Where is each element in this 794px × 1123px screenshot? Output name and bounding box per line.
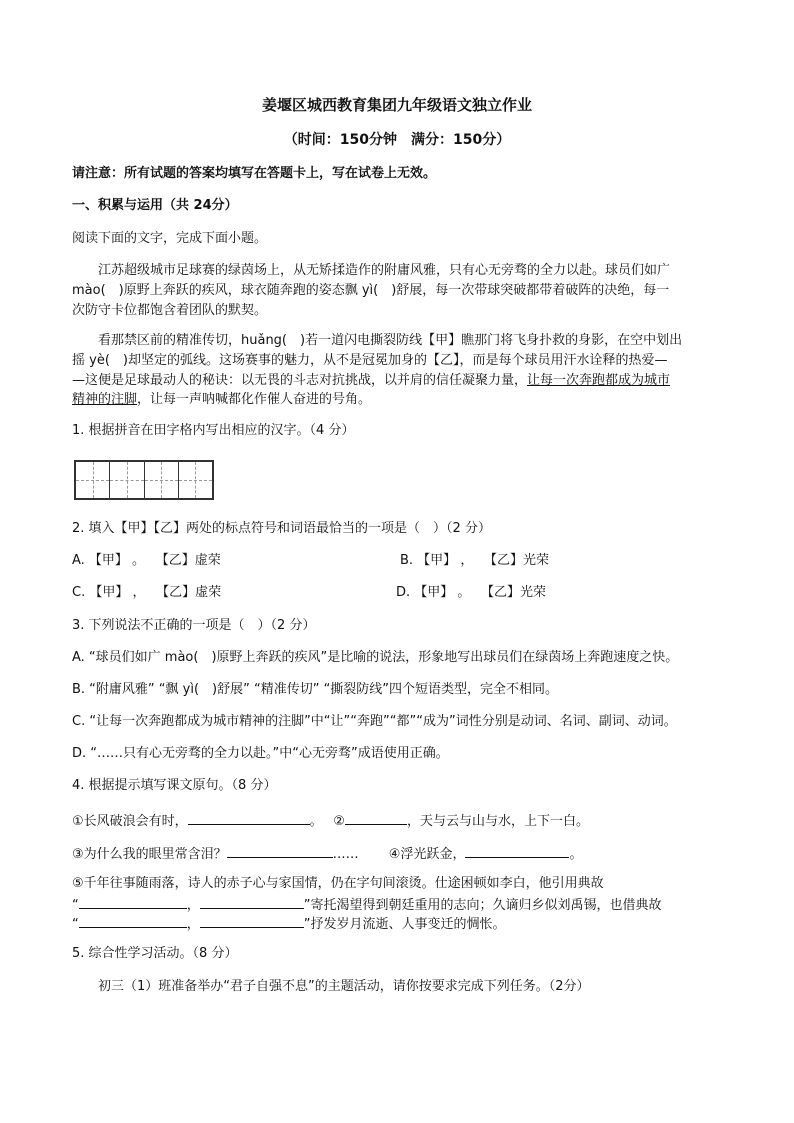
q2-option-b: B. 【甲】 ， 【乙】光荣 bbox=[400, 553, 549, 568]
q4-line1 bbox=[72, 810, 724, 831]
notice: 请注意：所有试题的答案均填写在答题卡上，写在试卷上无效。 bbox=[72, 166, 437, 181]
grid-cell bbox=[76, 462, 110, 498]
q3-option-a: A. “球员们如广 mào( )原野上奔跃的疾风”是比喻的说法，形象地写出球员们在绿茵场上奔跑速度之快。 bbox=[72, 650, 679, 665]
grid-cell bbox=[145, 462, 179, 498]
q4-line5-quote-open: “ bbox=[72, 917, 79, 932]
q4-line1-text-b: 。 ② bbox=[309, 814, 345, 829]
answer-blank[interactable] bbox=[465, 843, 569, 858]
section-heading: 一、积累与运用（共 24分） bbox=[72, 198, 238, 213]
q4-line1-text-c: ，天与云与山与水，上下一白。 bbox=[406, 814, 589, 829]
q4-line4-comma: ， bbox=[186, 898, 200, 913]
underlined-sentence-part2: 精神的注脚 bbox=[72, 392, 138, 407]
underlined-sentence-part1: 让每一次奔跑都成为城市 bbox=[527, 373, 671, 388]
q4-line4-text: ”寄托渴望得到朝廷重用的志向；久谪归乡似刘禹锡，也借典故 bbox=[303, 898, 662, 913]
passage-p2-line4-text: ，让每一声呐喊都化作催人奋进的号角。 bbox=[137, 392, 372, 407]
passage-p2-line1: 看那禁区前的精准传切，huǎng( )若一道闪电撕裂防线【甲】瞧那门将飞身扑救的身影，在空中划出 bbox=[98, 333, 683, 348]
tianzige-grid bbox=[74, 460, 214, 500]
q4-line4 bbox=[72, 894, 724, 915]
q5-task: 初三（1）班准备举办“君子自强不息”的主题活动，请你按要求完成下列任务。（2分） bbox=[98, 979, 590, 994]
passage-p2-line3 bbox=[72, 372, 724, 390]
page-title: 姜堰区城西教育集团九年级语文独立作业 bbox=[261, 96, 532, 114]
q3-option-c: C. “让每一次奔跑都成为城市精神的注脚”中“让”“奔跑”“都”“成为”词性分别是动词、名词、副词、动词。 bbox=[72, 714, 677, 729]
grid-cell bbox=[110, 462, 144, 498]
passage-p2-line3-text: —这便是足球最动人的秘诀：以无畏的斗志对抗挑战，以并肩的信任凝聚力量， bbox=[72, 373, 528, 388]
question-1: 1. 根据拼音在田字格内写出相应的汉字。（4 分） bbox=[72, 423, 355, 438]
q4-line5-text: ”抒发岁月流逝、人事变迁的惆怅。 bbox=[303, 917, 506, 932]
q4-line4-quote-open: “ bbox=[72, 898, 79, 913]
question-3: 3. 下列说法不正确的一项是（ ）（2 分） bbox=[72, 618, 316, 633]
answer-blank[interactable] bbox=[200, 894, 304, 909]
answer-blank[interactable] bbox=[200, 913, 304, 928]
q3-option-d: D. “……只有心无旁骛的全力以赴。”中“心无旁骛”成语使用正确。 bbox=[72, 746, 449, 761]
answer-blank[interactable] bbox=[79, 913, 187, 928]
q2-option-d: D. 【甲】 。 【乙】光荣 bbox=[396, 585, 547, 600]
passage-p2-line4 bbox=[72, 391, 724, 409]
q3-option-b: B. “附庸风雅” “飘 yì( )舒展” “精准传切” “撕裂防线”四个短语类型，完全不相同。 bbox=[72, 682, 559, 697]
q4-line2-text-c: 。 bbox=[569, 847, 583, 862]
answer-blank[interactable] bbox=[345, 810, 407, 825]
question-4: 4. 根据提示填写课文原句。（8 分） bbox=[72, 778, 277, 793]
passage-p1-line1: 江苏超级城市足球赛的绿茵场上，从无矫揉造作的附庸风雅，只有心无旁骛的全力以赴。球员们如广 bbox=[98, 263, 671, 278]
question-5: 5. 综合性学习活动。（8 分） bbox=[72, 946, 238, 961]
reading-intro: 阅读下面的文字，完成下面小题。 bbox=[72, 231, 268, 246]
q2-option-a: A. 【甲】 。 【乙】虚荣 bbox=[72, 553, 221, 568]
q4-line2-text-b: …… ④浮光跃金， bbox=[332, 847, 466, 862]
grid-cell bbox=[179, 462, 212, 498]
q4-line5: “ ， ”抒发岁月流逝、人事变迁的惆怅。 bbox=[72, 913, 724, 934]
exam-time-score: （时间：150分钟 满分：150分） bbox=[283, 132, 511, 148]
passage-p2-line2: 摇 yè( )却坚定的弧线。这场赛事的魅力，从不是冠冕加身的【乙】，而是每个球员用汗水诠释的热爱— bbox=[72, 353, 668, 368]
q4-line2-text-a: ③为什么我的眼里常含泪？ bbox=[72, 847, 227, 862]
answer-blank[interactable] bbox=[227, 843, 333, 858]
q4-line3: ⑤千年往事随雨落，诗人的赤子心与家国情，仍在字句间滚烫。仕途困顿如李白，他引用典故 bbox=[72, 876, 604, 891]
question-2: 2. 填入【甲】【乙】两处的标点符号和词语最恰当的一项是（ ）（2 分） bbox=[72, 521, 491, 536]
q4-line2 bbox=[72, 843, 724, 864]
answer-blank[interactable] bbox=[188, 810, 310, 825]
q2-option-c: C. 【甲】 ， 【乙】虚荣 bbox=[72, 585, 222, 600]
passage-p1-line3: 次防守卡位都饱含着团队的默契。 bbox=[72, 303, 268, 318]
q4-line1-text-a: ①长风破浪会有时， bbox=[72, 814, 188, 829]
passage-p1-line2: mào( )原野上奔跃的疾风，球衣随奔跑的姿态飘 yì( )舒展，每一次带球突破都带着破阵的决绝，每一 bbox=[72, 283, 670, 298]
answer-blank[interactable] bbox=[79, 894, 187, 909]
